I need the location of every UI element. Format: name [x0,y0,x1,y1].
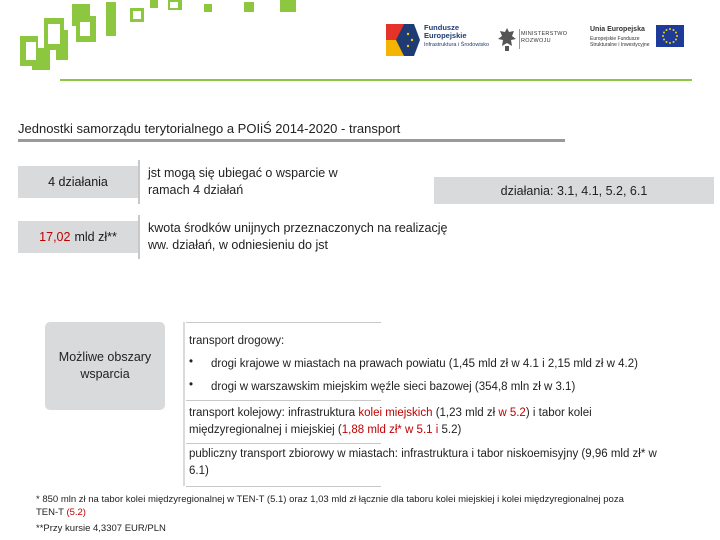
fe-logo-subtitle: Infrastruktura i Środowisko [424,42,490,48]
stat-label: 4 działania [48,175,108,189]
rail-text-part: (1,23 mld zł [432,407,499,419]
stat-divider [138,215,140,259]
rail-text-part: ) i tabor kolei międzyregionalnej i miejskiej ( [189,407,592,436]
ministry-divider [519,29,520,49]
footnote-1-highlight: (5.2) [66,507,86,518]
stat-box-amount [18,221,138,253]
footnote-1 [36,493,636,519]
section-divider [186,443,381,444]
public-transport-text: publiczny transport zbiorowy w miastach: infrastruktura i tabor niskoemisyjny (9,96 mld zł* w 6.1) [189,448,657,477]
eu-flag-icon [656,25,684,47]
bullet-icon: • [189,379,194,391]
actions-list-box: działania: 3.1, 4.1, 5.2, 6.1 [434,177,714,204]
decorative-squares-icon [18,0,368,78]
support-areas-divider [183,322,185,486]
support-areas-label: Możliwe obszary wsparcia [45,322,165,410]
rail-text-part: transport kolejowy: infrastruktura [189,407,359,419]
rail-text-highlight: 1,88 mld zł* w 5.1 i [341,424,439,436]
rail-text-highlight: w 5.2 [498,407,526,419]
title-underline [18,139,565,142]
section-divider [186,322,381,323]
eu-logo-title: Unia Europejska [590,26,645,33]
stat-description: kwota środków unijnych przeznaczonych na realizację ww. działań, w odniesieniu do jst [148,221,448,252]
rail-transport-text [189,405,659,439]
road-item: drogi w warszawskim miejskim węźle sieci bazowej (354,8 mln zł w 3.1) [211,381,576,393]
stat-box-actions [18,166,138,198]
fundusze-europejskie-logo [386,20,490,60]
stat-value: 17,02 [39,230,71,244]
eu-logo-subtitle: Europejskie Fundusze Strukturalne i Inwestycyjne [590,36,650,48]
page-title: Jednostki samorządu terytorialnego a POIiŚ 2014-2020 - transport [18,121,401,136]
rail-text-highlight: kolei miejskich [358,407,433,419]
road-item: drogi krajowe w miastach na prawach powiatu (1,45 mld zł w 4.1 i 2,15 mld zł w 4.2) [211,358,638,370]
section-divider [186,400,381,401]
road-transport-heading: transport drogowy: [189,335,285,347]
ministerstwo-rozwoju-logo [495,25,575,57]
stat-divider [138,160,140,204]
stat-unit: mld zł** [74,230,117,244]
bullet-icon: • [189,356,194,368]
footnote-2: **Przy kursie 4,3307 EUR/PLN [36,523,166,534]
fe-logo-title: Fundusze Europejskie [424,23,467,40]
rail-text-part: 5.2) [438,424,462,436]
header-divider [60,79,692,81]
ministry-name: MINISTERSTWO ROZWOJU [521,31,568,44]
footnote-1-text: * 850 mln zł na tabor kolei międzyregionalnej w TEN-T (5.1) oraz 1,03 mld zł łącznie dla taboru kolei miejskiej i kolei międzyregionalnej poza TEN-T [36,494,624,518]
unia-europejska-logo [590,22,696,60]
eagle-emblem-icon [495,25,519,53]
section-divider [186,486,381,487]
fe-flag-icon [386,24,420,56]
stat-description: jst mogą się ubiegać o wsparcie w ramach 4 działań [148,166,338,197]
